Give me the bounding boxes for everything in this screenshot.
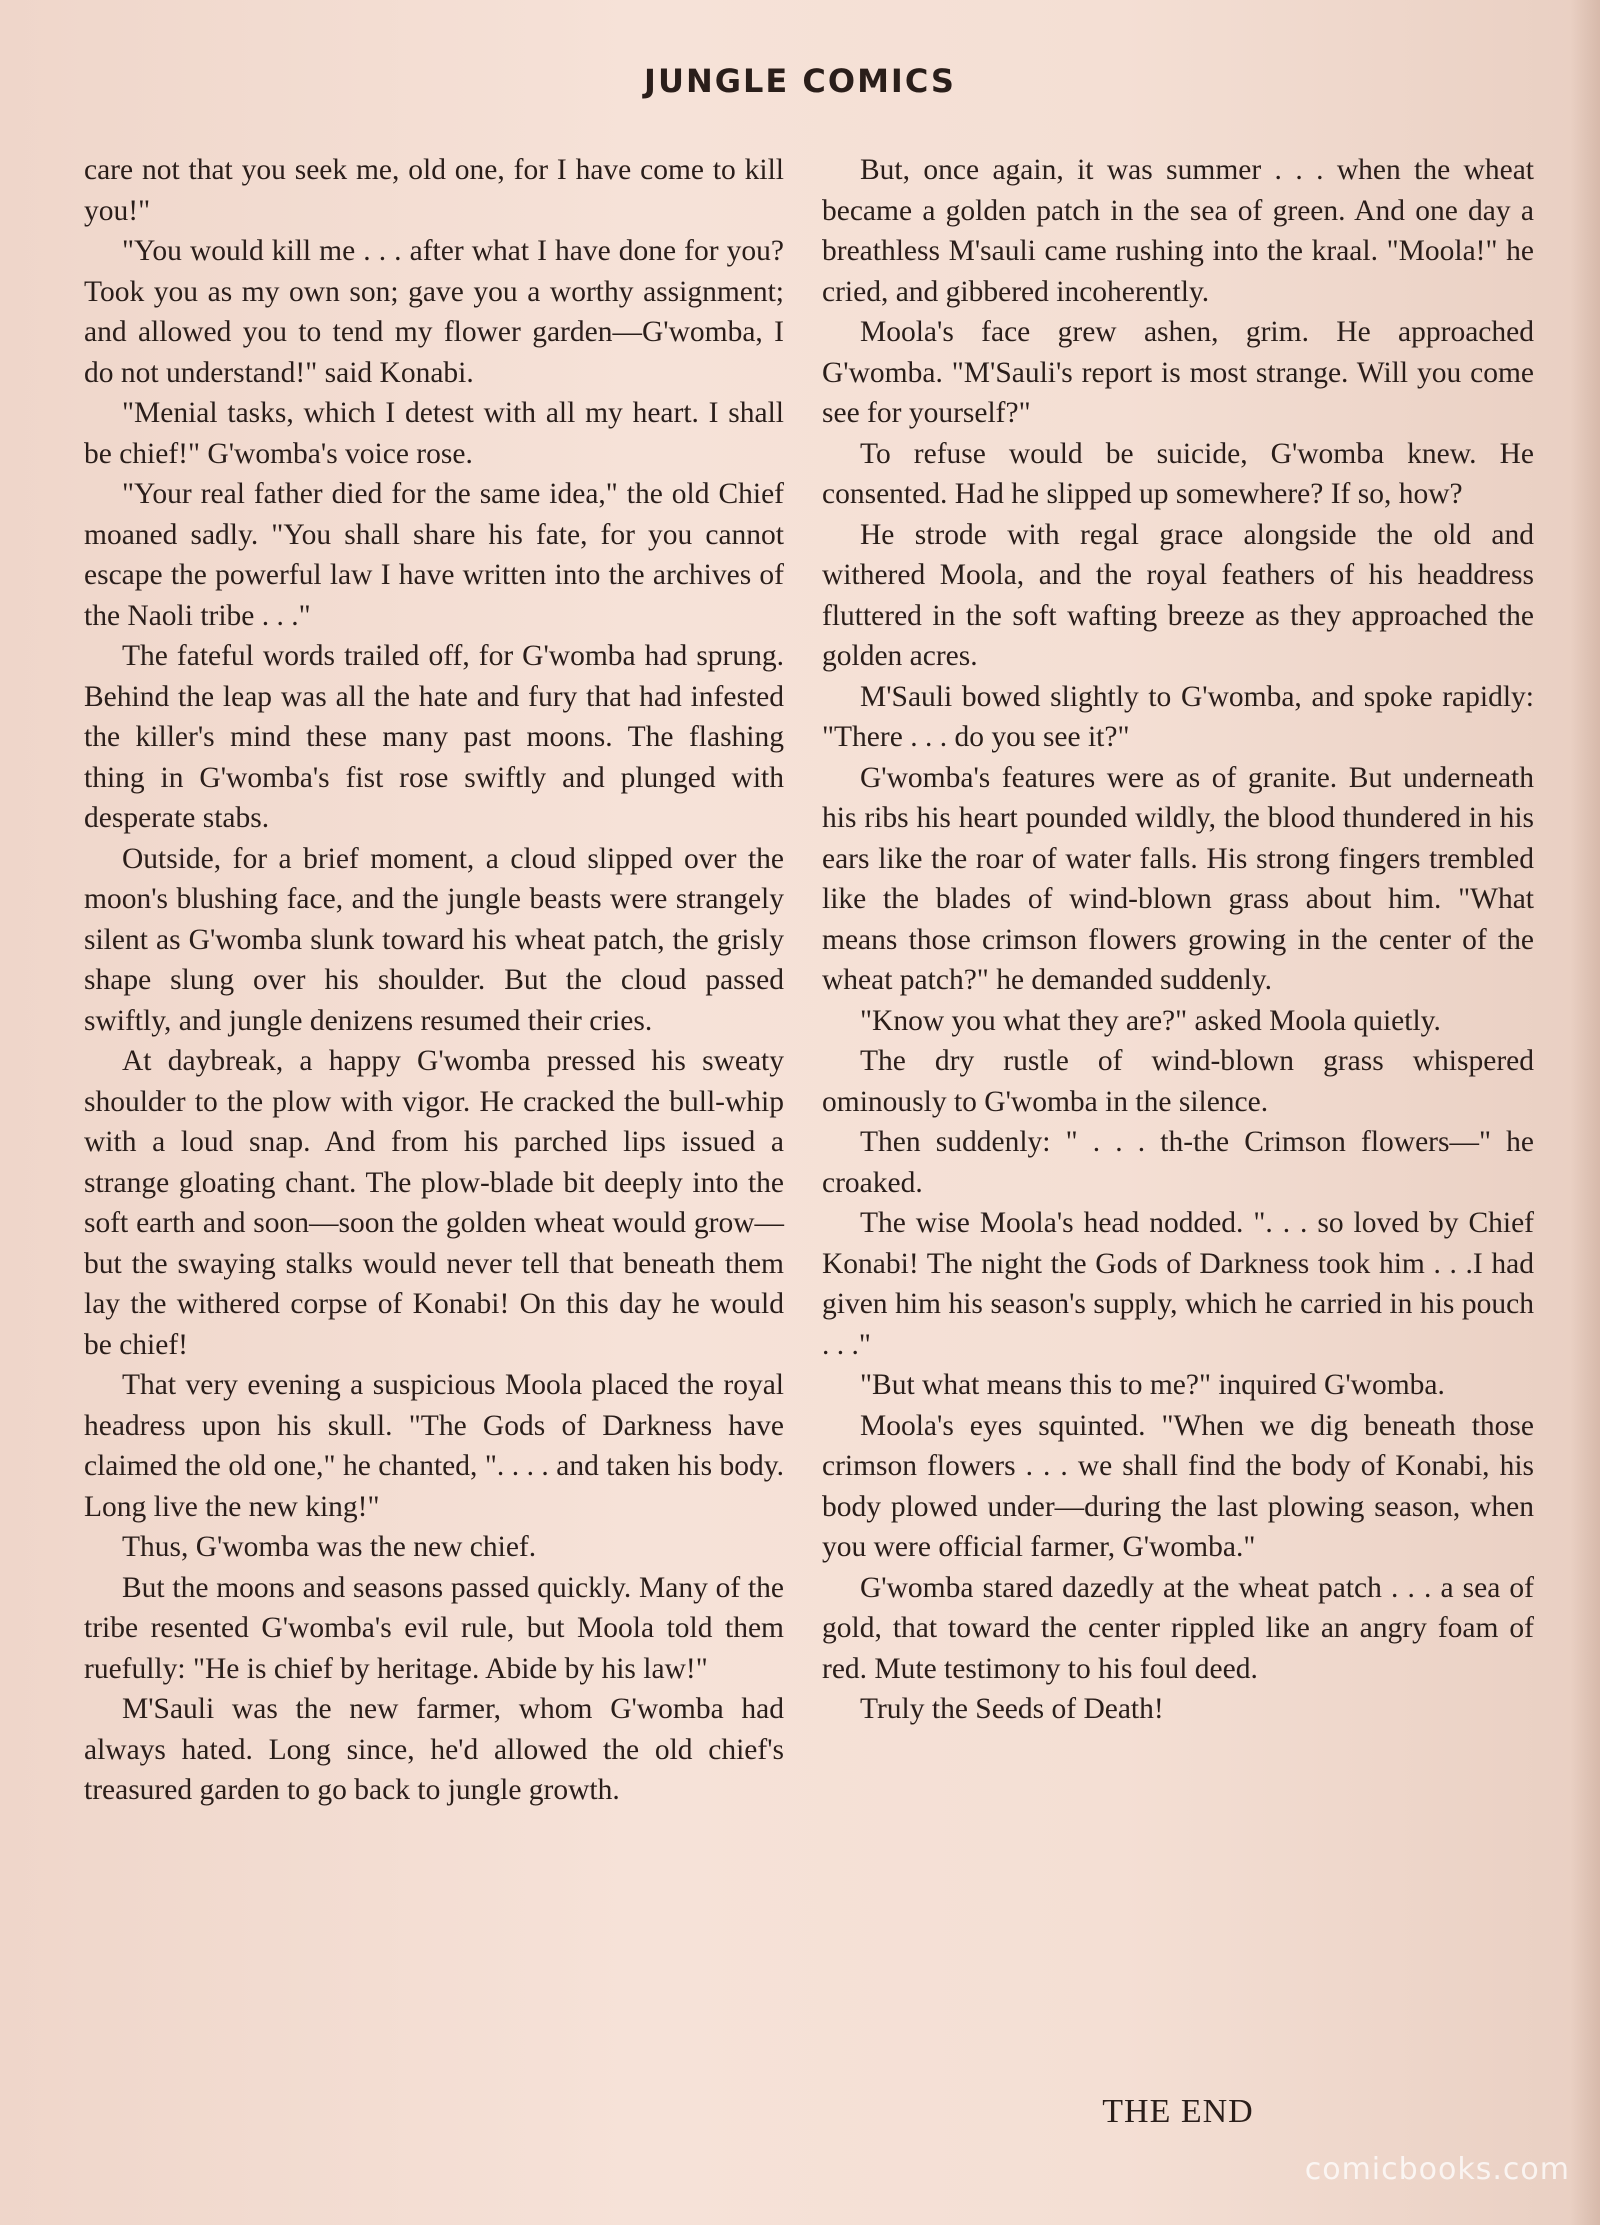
paragraph: Truly the Seeds of Death! [860,1693,1164,1725]
the-end-label: THE END [1102,2093,1254,2130]
paragraph: The wise Moola's head nodded. ". . . so loved by Chief Konabi! The night the Gods of Darkness took him . . .I had given him his season's supply, which he carried in his pouch . . ." [822,1207,1534,1361]
paragraph: He strode with regal grace alongside the old and withered Moola, and the royal feathers of his headdress fluttered in the soft wafting breeze as they approached the golden acres. [822,518,1534,672]
paragraph: The fateful words trailed off, for G'womba had sprung. Behind the leap was all the hate and fury that had infested the killer's mind these many past moons. The flashing thing in G'womba's fist rose swiftly and plunged with desperate stabs. [84,640,784,834]
paragraph: But, once again, it was summer . . . when the wheat became a golden patch in the sea of green. And one day a breathless M'sauli came rushing into the kraal. "Moola!" he cried, and gibbered incoherently. [822,154,1534,308]
paragraph: "Your real father died for the same idea," the old Chief moaned sadly. "You shall share his fate, for you cannot escape the powerful law I have written into the archives of the Naoli tribe . . ." [84,478,784,632]
paragraph: M'Sauli bowed slightly to G'womba, and spoke rapidly: "There . . . do you see it?" [822,680,1534,753]
paragraph: M'Sauli was the new farmer, whom G'womba had always hated. Long since, he'd allowed the old chief's treasured garden to go back to jungle growth. [84,1693,784,1806]
paragraph: Thus, G'womba was the new chief. [122,1531,537,1563]
paragraph: Moola's eyes squinted. "When we dig beneath those crimson flowers . . . we shall find the body of Konabi, his body plowed under—during the last plowing season, when you were official farmer, G'womba." [822,1409,1534,1563]
paragraph: Then suddenly: " . . . th-the Crimson flowers—" he croaked. [822,1126,1534,1199]
left-column [84,150,784,1811]
paragraph: care not that you seek me, old one, for I have come to kill you!" [84,154,784,227]
paragraph: Outside, for a brief moment, a cloud slipped over the moon's blushing face, and the jungle beasts were strangely silent as G'womba slunk toward his wheat patch, the grisly shape slung over his shoulder. But the cloud passed swiftly, and jungle denizens resumed their cries. [84,842,784,1037]
page-header: JUNGLE COMICS [644,62,956,100]
paragraph: G'womba stared dazedly at the wheat patch . . . a sea of gold, that toward the center rippled like an angry foam of red. Mute testimony to his foul deed. [822,1571,1534,1685]
paragraph: "Menial tasks, which I detest with all my heart. I shall be chief!" G'womba's voice rose. [84,397,784,470]
paragraph: That very evening a suspicious Moola placed the royal headress upon his skull. "The Gods of Darkness have claimed the old one," he chanted, ". . . . and taken his body. Long live the new king!" [84,1369,784,1523]
paragraph: At daybreak, a happy G'womba pressed his sweaty shoulder to the plow with vigor. He cracked the bull-whip with a loud snap. And from his parched lips issued a strange gloating chant. The plow-blade bit deeply into the soft earth and soon—soon the golden wheat would grow—but the swaying stalks would never tell that beneath them lay the withered corpse of Konabi! On this day he would be chief! [84,1045,784,1361]
paragraph: The dry rustle of wind-blown grass whispered ominously to G'womba in the silence. [822,1045,1534,1118]
right-column [822,150,1534,1730]
paragraph: G'womba's features were as of granite. But underneath his ribs his heart pounded wildly, the blood thundered in his ears like the roar of water falls. His strong fingers trembled like the blades of wind-blown grass about him. "What means those crimson flowers growing in the center of the wheat patch?" he demanded suddenly. [822,761,1534,996]
paragraph: Moola's face grew ashen, grim. He approached G'womba. "M'Sauli's report is most strange. Will you come see for yourself?" [822,316,1534,429]
paragraph: But the moons and seasons passed quickly. Many of the tribe resented G'womba's evil rule, but Moola told them ruefully: "He is chief by heritage. Abide by his law!" [84,1571,784,1685]
paragraph: "But what means this to me?" inquired G'womba. [860,1369,1445,1401]
page-edge-shadow [1570,0,1600,2225]
paragraph: "You would kill me . . . after what I have done for you? Took you as my own son; gave you a worthy assignment; and allowed you to tend my flower garden—G'womba, I do not understand!" said Konabi. [84,235,784,389]
paragraph: "Know you what they are?" asked Moola quietly. [860,1004,1441,1037]
watermark: comicbooks.com [1304,2152,1570,2187]
paragraph: To refuse would be suicide, G'womba knew. He consented. Had he slipped up somewhere? If so, how? [822,437,1534,510]
